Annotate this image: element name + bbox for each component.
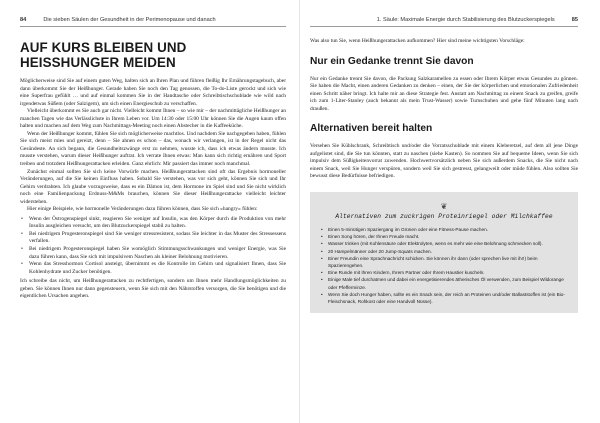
paragraph: Versehen Sie Kühlschrank, Schreibtisch und/oder die Vorratsschublade mit einem Kleberetzel, auf dem all jene Dinge aufgelistet sind, die Sie tun könnten, statt zu naschen (siehe Kasten). So nommen Sie auf bequeme Ideen, wenn Sie sich impulsiv dem Süßigkeitenvorrat zuwenden. Hochwertvorsätzlich neben Sie sich außerdem Snacks, die Sie nicht nach einem Snack, weil Sie Hunger verspüren, sondern weil Sie sich gestresst, gelangweilt oder müde fühlen. Also sollten Sie bewusst diese Bedürfnisse befriedigen. <box>310 143 578 180</box>
right-content <box>310 38 578 313</box>
box-title: Alternativen zum zuckrigen Proteinriegel oder Milchkaffee <box>335 213 553 221</box>
list-item: • Bei niedrigem Progesteronspiegel sind Sie weniger stressresistent, sodass Sie leichter in das Muster des Stressessens verfallen. <box>20 231 286 246</box>
chapter-heading: AUF KURS BLEIBEN UND HEISSHUNGER MEIDEN <box>20 40 187 70</box>
list-item: • Wenn Sie doch Hunger haben, sollte es ein Snack sein, der reich an Proteinen und/oder Ballaststoffen ist (ein Bio-Fleischsnack, Rohkost oder eine Handvoll Nüsse). <box>320 291 568 305</box>
alternatives-list <box>320 226 568 305</box>
list-item: • Bei niedrigem Progesteronspiegel haben Sie womöglich Stimmungsschwankungen und weniger Energie, was Sie dazu führen kann, dass Sie sich mit impulsivem Naschen als kleiner Belohnung motivieren. <box>20 246 286 261</box>
header-rule-right <box>310 26 578 27</box>
hormone-list <box>20 216 286 276</box>
closing-paragraph: Ich schreibe das nicht, um Heißhungerattacken zu rechtfertigen, sondern um Ihnen mehr Handlungsmöglichkeiten zu geben. Sie können Ihnen nur dann gegensteuern, wenn Sie sich mit den Nährstoffen versorgen, die Sie benötigen und die eigentlichen Ursachen angehen. <box>20 278 286 300</box>
running-header-left <box>20 17 286 23</box>
paragraph: Nur ein Gedanke trennt Sie davon, die Packung Salzkaramellen zu essen oder Ihrem Körper etwas Gesundes zu gönnen. Sie haben die Macht, einen anderen Gedanken zu denken – einen, der Sie der körperlichen und emotionalen Zufriedenheit einen Schritt näher bringt. Ich halte mir an diese Strategie fest. Anstatt am Nachmittag zu einem Snack zu greifen, greife ich zum 1-Liter-Stanley (auch bekannt als mein Trust-Wasser) sowie Turnschuhen und gehe fünf Minuten lang nach draußen. <box>310 75 578 112</box>
paragraph: Vielleicht überkommt es Sie auch gar nicht. Vielleicht kommt Ihnen – so wie mir – der nachmittägliche Heißhunger an manchen Tagen wie das Verlässlichste in Ihrem Leben vor. Um 14:30 oder 15:00 Uhr können Sie die Augen kaum offen halten und machen auf dem Weg zum Nachmittags-Meeting noch einen Abstecher in die Kaffeeküche. <box>20 108 286 130</box>
list-item: • Wenn das Stresshormon Cortisol ansteigt, übernimmt es die Kontrolle im Gehirn und signalisiert Ihnen, dass Sie Kohlenhydrate und Zucker benötigen. <box>20 261 286 276</box>
running-header-title-left: Die sieben Säulen der Gesundheit in der Perimenopause und danach <box>43 17 216 23</box>
paragraph: Möglicherweise sind Sie auf einem guten Weg, halten sich an Ihren Plan und führen fleißig Ihr Ernährungstagebuch, aber dann überkommt Sie der Heißhunger. Gerade haben Sie noch den Tag genossen, die To-do-Liste gerockt und sich wie eine Superfrau gefühlt … und auf einmal kommen Sie in der Handtasche oder Schreibtischschublade wie wild nach irgendetwas Süßem (oder Salzigem), um sich einen Energieschub zu verschaffen. <box>20 78 286 107</box>
paragraph: Hier einige Beispiele, wie hormonelle Veränderungen dazu führen können, dass Sie sich »hangry« fühlen: <box>27 206 258 213</box>
intro-paragraph: Was also tun Sie, wenn Heißhungerattacken aufkommen? Hier sind meine wichtigsten Vorschläge: <box>310 38 525 44</box>
header-rule-left <box>20 26 286 27</box>
left-content <box>20 40 286 301</box>
section-heading: Alternativen bereit halten <box>310 123 433 135</box>
list-item: • Wenn der Östrogenspiegel sinkt, reagieren Sie weniger auf Insulin, was den Körper durch die Produktion von mehr Insulin ausgleichen versucht, um den Blutzuckerspiegel stabil zu halten. <box>20 216 286 231</box>
list-item: • Einen 5-minütigen Spaziergang im Grünen oder eine Fitness-Pause machen. <box>320 226 568 233</box>
paragraph: Wenn der Heißhunger kommt, fühlen Sie sich möglicherweise machtlos. Und nachdem Sie nachgegeben haben, fühlen Sie sich meist mies und gereizt, denn – Sie ahnen es schon – das, wonach wir verlangen, ist in der Regel nicht das Gesündeste. An sich begann, die Gesundheitszwänge erst zu nehmen, wusste ich, dass ich etwas ändern musste. Ich musste verstehen, warum dieser Heißhunger auftrat. Ich verrate Ihnen etwas: Man kann sich richtig ernähren und Sport treiben und trotzdem Heißhungerattacken erleiden. Ganz ehrlich: Mir passiert das immer noch manchmal. <box>20 130 286 168</box>
left-page <box>0 0 298 423</box>
page-number-right: 85 <box>571 17 578 23</box>
section-heading: Nur ein Gedanke trennt Sie davon <box>310 55 474 67</box>
alternatives-box <box>310 192 578 313</box>
flourish-ornament-icon: ❦ <box>440 202 448 212</box>
list-item: • 20 Hampelmänner oder 20 Jump-Squats machen. <box>320 248 568 255</box>
running-header-title-right: 1. Säule: Maximale Energie durch Stabilisierung des Blutzuckerspiegels <box>376 17 555 23</box>
right-page <box>302 0 600 423</box>
list-item: • Wasser trinken (mit Kohlensäure oder Elektrolyten, wenn es mehr wie eine Belohnung schmecken soll). <box>320 240 568 247</box>
list-item: • Eine Runde mit Ihren Kindern, Ihrem Partner oder Ihrem Haustier kuscheln. <box>320 269 568 276</box>
paragraph: Zunächst einmal sollten Sie sich keine Vorwürfe machen. Heißhungerattacken sind oft das Ergebnis hormoneller Veränderungen, auf die Sie keinen Einfluss haben. Sobald Sie verstehen, was vor sich geht, können Sie sich und Ihr Gehirn verdrahten. Ich glaube vorzugsweise, dass es ein Dämon ist, dem Hormone im Spiel sind und Sie nicht wirklich noch eine Familienpackung Erdnuss-M&Ms brauchen, können Sie dieser Heißhungerattacke vielleicht leichter widerstehen. <box>20 168 286 205</box>
list-item: • Einen Song hören, der Ihnen Freude macht. <box>320 233 568 240</box>
page-gutter <box>299 0 300 423</box>
list-item: • Einer Freundin eine Sprachnachricht schicken. Sie können ihr dann (oder sprechen live mit ihr!) beim Spazierengehen. <box>320 255 568 269</box>
running-header-right <box>310 17 578 23</box>
list-item: • Einige Male tief durchatmen und dabei ein energetisierendes ätherisches Öl verwenden, zum Beispiel Wildorange oder Pfefferminze. <box>320 276 568 290</box>
page-number-left: 84 <box>20 17 27 23</box>
